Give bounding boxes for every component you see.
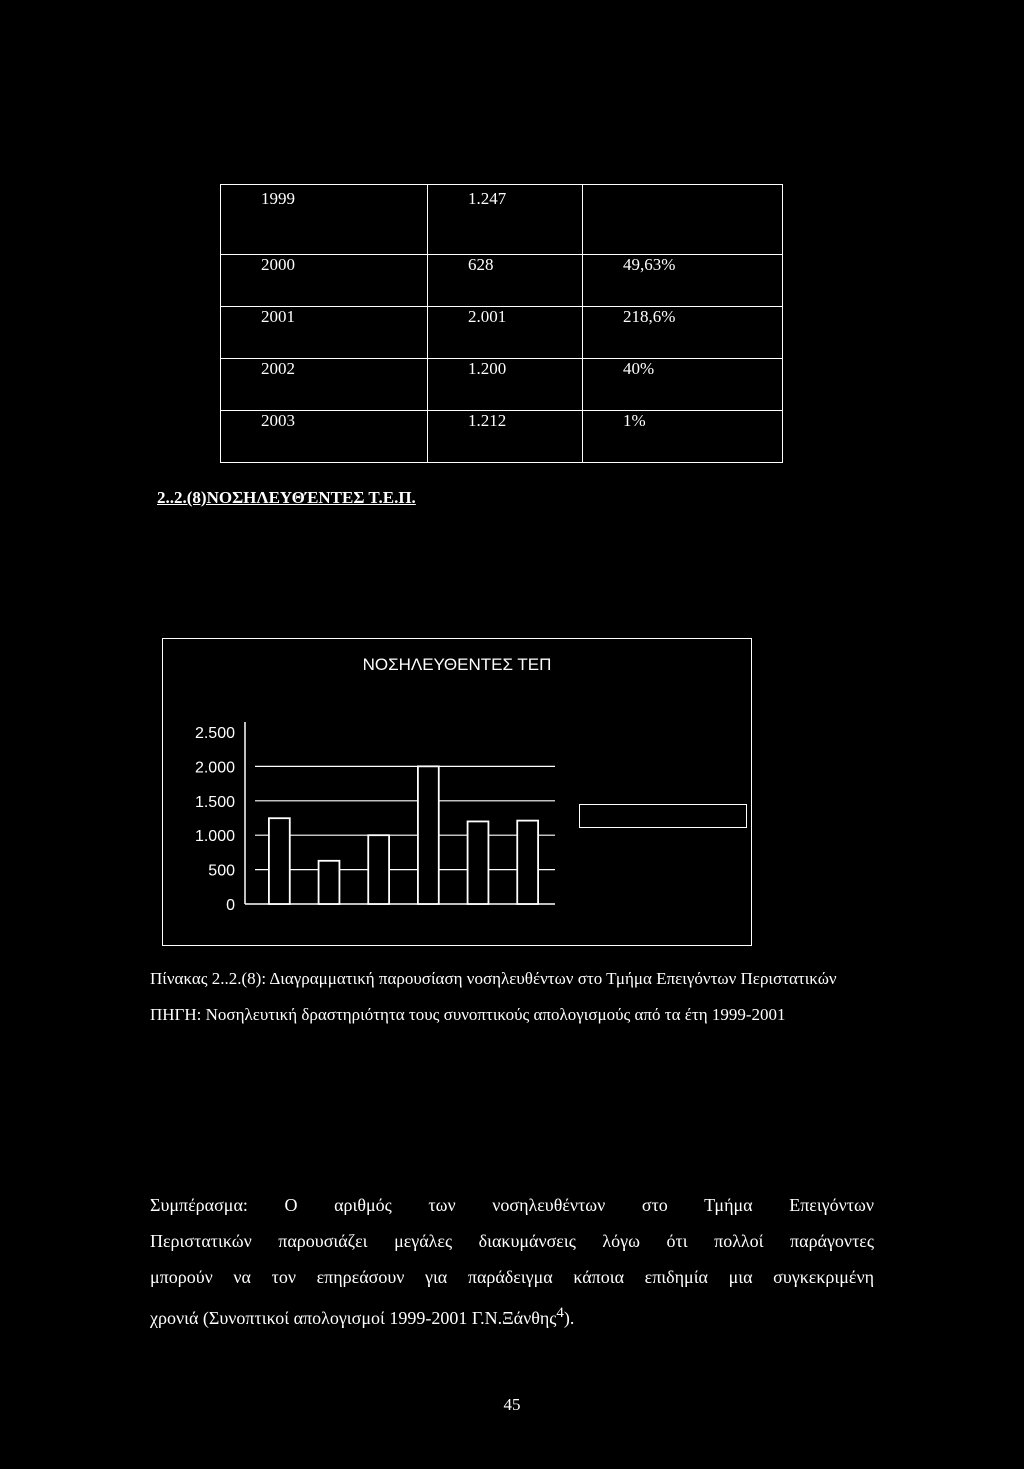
table-cell: 2000 (221, 255, 428, 307)
table-cell: 2001 (221, 307, 428, 359)
y-tick-label: 1.500 (194, 793, 235, 811)
conclusion-line-last (150, 1295, 874, 1336)
table-row (221, 411, 783, 463)
conclusion-line: μπορούν να τον επηρεάσουν για παράδειγμα κάποια επιδημία μια συγκεκριμένη (150, 1267, 874, 1287)
conclusion-end: ). (563, 1308, 575, 1328)
table-row (221, 307, 783, 359)
bar (517, 821, 538, 904)
table-cell: 628 (428, 255, 583, 307)
table-cell: 1% (583, 411, 783, 463)
table-cell: 2002 (221, 359, 428, 411)
chart-frame (162, 638, 752, 946)
table-cell: 1999 (221, 185, 428, 255)
table-cell (583, 185, 783, 255)
conclusion-line: Συμπέρασμα: Ο αριθμός των νοσηλευθέντων στο Τμήμα Επειγόντων (150, 1195, 874, 1215)
chart-legend (579, 804, 747, 828)
bar (418, 766, 439, 904)
table-row (221, 185, 783, 255)
y-tick-label: 500 (208, 862, 235, 880)
table-cell: 40% (583, 359, 783, 411)
conclusion-paragraph (150, 1187, 874, 1336)
data-table (220, 184, 783, 463)
bar (368, 835, 389, 904)
table-row (221, 255, 783, 307)
conclusion-line: Περιστατικών παρουσιάζει μεγάλες διακυμάνσεις λόγω ότι πολλοί παράγοντες (150, 1231, 874, 1251)
table-cell: 1.200 (428, 359, 583, 411)
table-cell: 49,63% (583, 255, 783, 307)
table-cell: 2.001 (428, 307, 583, 359)
table-cell: 1.247 (428, 185, 583, 255)
table-cell: 1.212 (428, 411, 583, 463)
y-tick-label: 2.500 (194, 725, 235, 742)
source-text: ΠΗΓΗ: Νοσηλευτική δραστηριότητα τους συνοπτικούς απολογισμούς από τα έτη 1999-2001 (150, 1005, 786, 1024)
y-tick-label: 1.000 (194, 828, 235, 846)
figure-caption (150, 965, 850, 1029)
table-row (221, 359, 783, 411)
bar (468, 821, 489, 904)
caption-text: Πίνακας 2..2.(8): Διαγραμματική παρουσίαση νοσηλευθέντων στο Τμήμα Επειγόντων Περιστατικών (150, 969, 837, 988)
conclusion-text: χρονιά (Συνοπτικοί απολογισμοί 1999-2001 Γ.Ν.Ξάνθης (150, 1308, 557, 1328)
y-tick-label: 0 (226, 897, 235, 914)
bar (269, 818, 290, 904)
chart-title: ΝΟΣΗΛΕΥΘΕΝΤΕΣ ΤΕΠ (362, 655, 552, 674)
reference-superscript: 4 (556, 1305, 564, 1321)
bar (319, 861, 340, 904)
page-number: 45 (503, 1395, 521, 1414)
bar-chart (163, 639, 751, 945)
section-heading: 2..2.(8)ΝΟΣΗΛΕΥΘΈΝΤΕΣ Τ.Ε.Π. (157, 488, 416, 507)
table-cell: 2003 (221, 411, 428, 463)
table-cell: 218,6% (583, 307, 783, 359)
y-tick-label: 2.000 (194, 759, 235, 777)
